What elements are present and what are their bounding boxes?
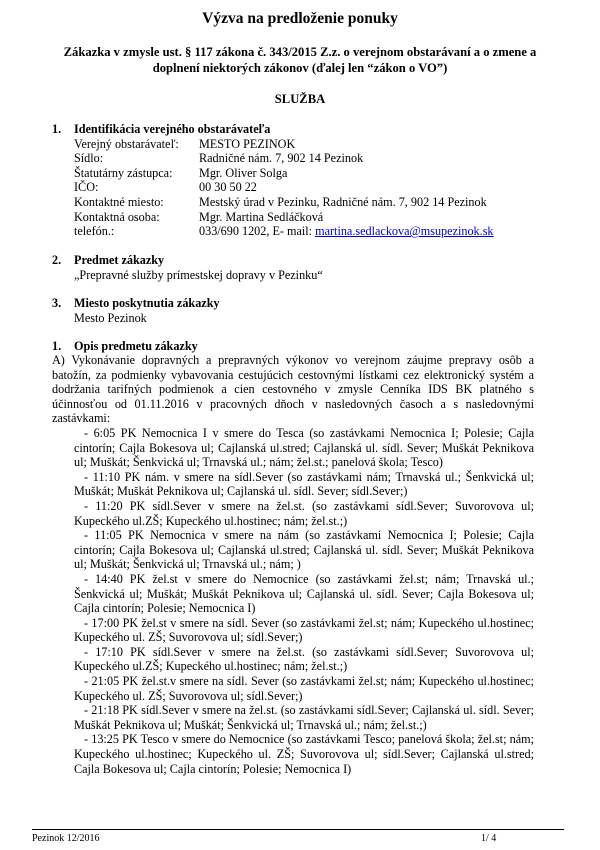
section-number: 3. — [52, 296, 62, 310]
section-identification — [52, 122, 542, 239]
schedule-list — [74, 426, 534, 776]
section-heading: Identifikácia verejného obstarávateľa — [74, 122, 271, 136]
email-link[interactable]: martina.sedlackova@msupezinok.sk — [315, 224, 494, 239]
section-heading: Opis predmetu zákazky — [74, 339, 198, 353]
page-number: 1/ 4 — [481, 833, 497, 844]
schedule-item: - 11:10 PK nám. v smere na sídl.Sever (so zastávkami nám; Trnavská ul.; Šenkvická ul; Muškát; Muškát Peknikova ul; Cajlanská ul. sídl. Sever; sídl.Sever;) — [74, 469, 534, 499]
schedule-item: - 13:25 PK Tesco v smere do Nemocnice (so zastávkami Tesco; panelová škola; žel.st; nám; Kupeckého ul.hostinec; Kupeckého ul. ZŠ; Suvorovova ul; sídl.Sever; Cajlanská ul.stred; Cajla Bokesova ul; Cajla cintorín; Polesie; Nemocnica I) — [74, 732, 534, 776]
page-subtitle: Zákazka v zmysle ust. § 117 zákona č. 343/2015 Z.z. o verejnom obstarávaní a o zmene a doplnení niektorých zákonov (ďalej len “zákon o VO”) — [63, 45, 537, 75]
footer-divider — [32, 829, 564, 830]
schedule-item: - 17:00 PK žel.st v smere na sídl. Sever (so zastávkami žel.st; nám; Kupeckého ul.hostinec; Kupeckého ul. ZŠ; Suvorovova ul; sídl.Sever;) — [74, 615, 534, 645]
schedule-item: - 11:05 PK Nemocnica v smere na nám (so zastávkami Nemocnica I; Polesie; Cajla cintorín; Cajla Bokesova ul; Cajlanská ul.stred; Cajlanská ul. sídl. Sever; Muškát Peknikova ul; Muškát; Šenkvická ul; Trnavská ul.; nám; ) — [74, 528, 534, 572]
info-row: Kontaktná osoba: Mgr. Martina Sedláčková — [74, 209, 324, 224]
phone-value: 033/690 1202, E- mail: — [199, 224, 316, 239]
section-number: 1. — [52, 122, 62, 136]
section-heading: Predmet zákazky — [74, 253, 165, 267]
schedule-item: - 21:05 PK žel.st.v smere na sídl. Sever (so zastávkami žel.st; nám; Kupeckého ul.hostinec; Kupeckého ul. ZŠ; Suvorovova ul; sídl.Sever;) — [74, 674, 534, 703]
contract-type: SLUŽBA — [274, 92, 326, 106]
schedule-item: - 11:20 PK sídl.Sever v smere na žel.st. (so zastávkami sídl.Sever; Suvorovova ul; Kupeckého ul.ZŠ; Kupeckého ul.hostinec; nám; žel.st.;) — [74, 498, 534, 528]
phone-row: telefón.: 033/690 1202, E- mail: martina.sedlackova@msupezinok.sk — [74, 224, 494, 239]
info-row: Sídlo: Radničné nám. 7, 902 14 Pezinok — [74, 151, 364, 166]
info-row: IČO: 00 30 50 22 — [74, 180, 257, 195]
schedule-item: - 14:40 PK žel.st v smere do Nemocnice (so zastávkami žel.st; nám; Trnavská ul.; Šenkvická ul; Muškát; Muškát Peknikova ul; Cajlanská ul. sídl. Sever; Cajla Bokesova ul; Cajla cintorín; Polesie; Nemocnica I) — [74, 571, 534, 616]
info-row: Štatutárny zástupca: Mgr. Oliver Solga — [74, 165, 288, 180]
page-title: Výzva na predloženie ponuky — [202, 10, 398, 27]
section-number: 1. — [52, 339, 62, 353]
description-intro: A) Vykonávanie dopravných a prepravných výkonov vo verejnom záujme prepravy osôb a batožín, za podmienky vybavovania cestujúcich cestovnými lístkami cez elektronický systém a dodržania tarifných podmienok a cien cestovného v zmysle Cenníka IDS BK platného s účinnosťou od 01.11.2016 v pracovných dňoch v nasledovných časoch a s nasledovnými zastávkami: — [52, 353, 534, 426]
section-description — [52, 339, 542, 354]
info-row: Verejný obstarávateľ: MESTO PEZINOK — [74, 136, 296, 151]
footer-date: Pezinok 12/2016 — [32, 833, 100, 844]
info-row: Kontaktné miesto: Mestský úrad v Pezinku, Radničné nám. 7, 902 14 Pezinok — [74, 194, 487, 209]
section-location — [52, 296, 542, 325]
schedule-item: - 6:05 PK Nemocnica I v smere do Tesca (so zastávkami Nemocnica I; Polesie; Cajla cintorín; Cajla Bokesova ul; Cajlanská ul.stred; Cajlanská ul. sídl. Sever; Muškát Peknikova ul; Muškát; Šenkvická ul; Trnavská ul.; nám; žel.st.; panelová škola; Tesco) — [74, 425, 534, 470]
section-subject — [52, 253, 542, 282]
description-body — [52, 353, 534, 776]
section-heading: Miesto poskytnutia zákazky — [74, 296, 220, 310]
section-number: 2. — [52, 253, 62, 267]
section-text: Mesto Pezinok — [74, 310, 147, 325]
section-text: „Prepravné služby prímestskej dopravy v Pezinku“ — [74, 267, 323, 282]
schedule-item: - 17:10 PK sídl.Sever v smere na žel.st. (so zastávkami sídl.Sever; Suvorovova ul; Kupeckého ul.ZŠ; Kupeckého ul.hostinec; nám; žel.st.;) — [74, 644, 534, 674]
schedule-item: - 21:18 PK sídl.Sever v smere na žel.st. (so zastávkami sídl.Sever; Cajlanská ul. sídl. Sever; Muškát Peknikova ul; Muškát; Šenkvická ul; Trnavská ul.; nám; žel.st.;) — [74, 703, 534, 732]
